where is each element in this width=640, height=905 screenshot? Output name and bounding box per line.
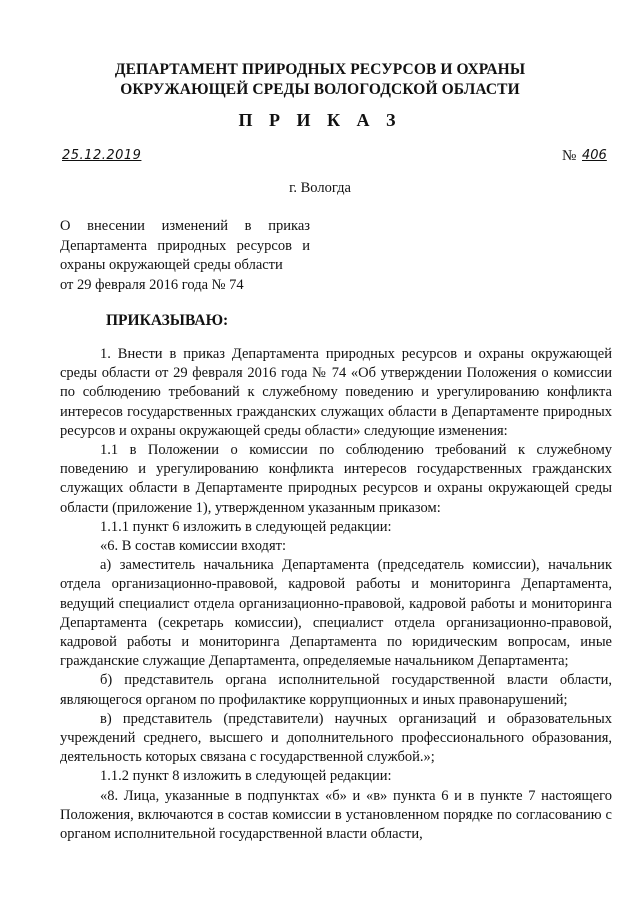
subject-line: охраны окружающей среды области bbox=[60, 257, 283, 273]
paragraph: а) заместитель начальника Департамента (председатель комиссии), начальник отдела организационно-правовой, кадровой работы и мониторинга Департамента, ведущий специалист отдела организационно-правовой, кадровой работы и мониторинга Департамента (секретарь комиссии), специалист отдела организационно-правовой, кадровой работы и мониторинга Департамента по юридическим вопросам, иные гражданские служащие Департамента, определяемые начальником Департамента; bbox=[60, 557, 612, 670]
paragraph: 1. Внести в приказ Департамента природных ресурсов и охраны окружающей среды области от 29 февраля 2016 года № 74 «Об утверждении Положения о комиссии по соблюдению требований к служебному поведению и урегулированию конфликта интересов государственных гражданских служащих области в Департаменте природных ресурсов и охраны окружающей среды области» следующие изменения: bbox=[60, 346, 612, 439]
paragraph: 1.1.2 пункт 8 изложить в следующей редакции: bbox=[100, 768, 392, 785]
order-body bbox=[60, 345, 612, 844]
paragraph: б) представитель органа исполнительной государственной власти области, являющегося органом по профилактике коррупционных и иных правонарушений; bbox=[60, 672, 612, 708]
paragraph: «8. Лица, указанные в подпунктах «б» и «в» пункта 6 и в пункте 7 настоящего Положения, включаются в состав комиссии в установленном порядке по согласованию с органом исполнительной государственной власти области, bbox=[60, 787, 612, 843]
order-subject bbox=[60, 217, 310, 295]
paragraph: «6. В состав комиссии входят: bbox=[100, 538, 286, 555]
order-title: П Р И К А З bbox=[238, 110, 402, 130]
subject-line: от 29 февраля 2016 года № 74 bbox=[60, 276, 244, 293]
paragraph: 1.1 в Положении о комиссии по соблюдению требований к служебному поведению и урегулированию конфликта интересов государственных гражданских служащих области в Департаменте природных ресурсов и охраны окружающей среды области (приложение 1), утвержденном указанным приказом: bbox=[60, 442, 612, 516]
order-number-label: № bbox=[562, 148, 577, 164]
subject-line: Департамента природных ресурсов и bbox=[60, 237, 310, 254]
order-date: 25.12.2019 bbox=[62, 148, 142, 163]
subject-line: О внесении изменений в приказ bbox=[60, 218, 310, 234]
department-header bbox=[0, 60, 640, 100]
order-directive: ПРИКАЗЫВАЮ: bbox=[106, 312, 229, 329]
header-line-1: ДЕПАРТАМЕНТ ПРИРОДНЫХ РЕСУРСОВ И ОХРАНЫ bbox=[114, 61, 526, 78]
city: г. Вологда bbox=[289, 180, 351, 196]
header-line-2: ОКРУЖАЮЩЕЙ СРЕДЫ ВОЛОГОДСКОЙ ОБЛАСТИ bbox=[120, 81, 520, 98]
paragraph: 1.1.1 пункт 6 изложить в следующей редакции: bbox=[100, 518, 392, 535]
paragraph: в) представитель (представители) научных организаций и образовательных учреждений среднего, высшего и дополнительного профессионального образования, деятельность которых связана с государственной службой.»; bbox=[60, 710, 612, 766]
order-number: 406 bbox=[582, 148, 607, 163]
